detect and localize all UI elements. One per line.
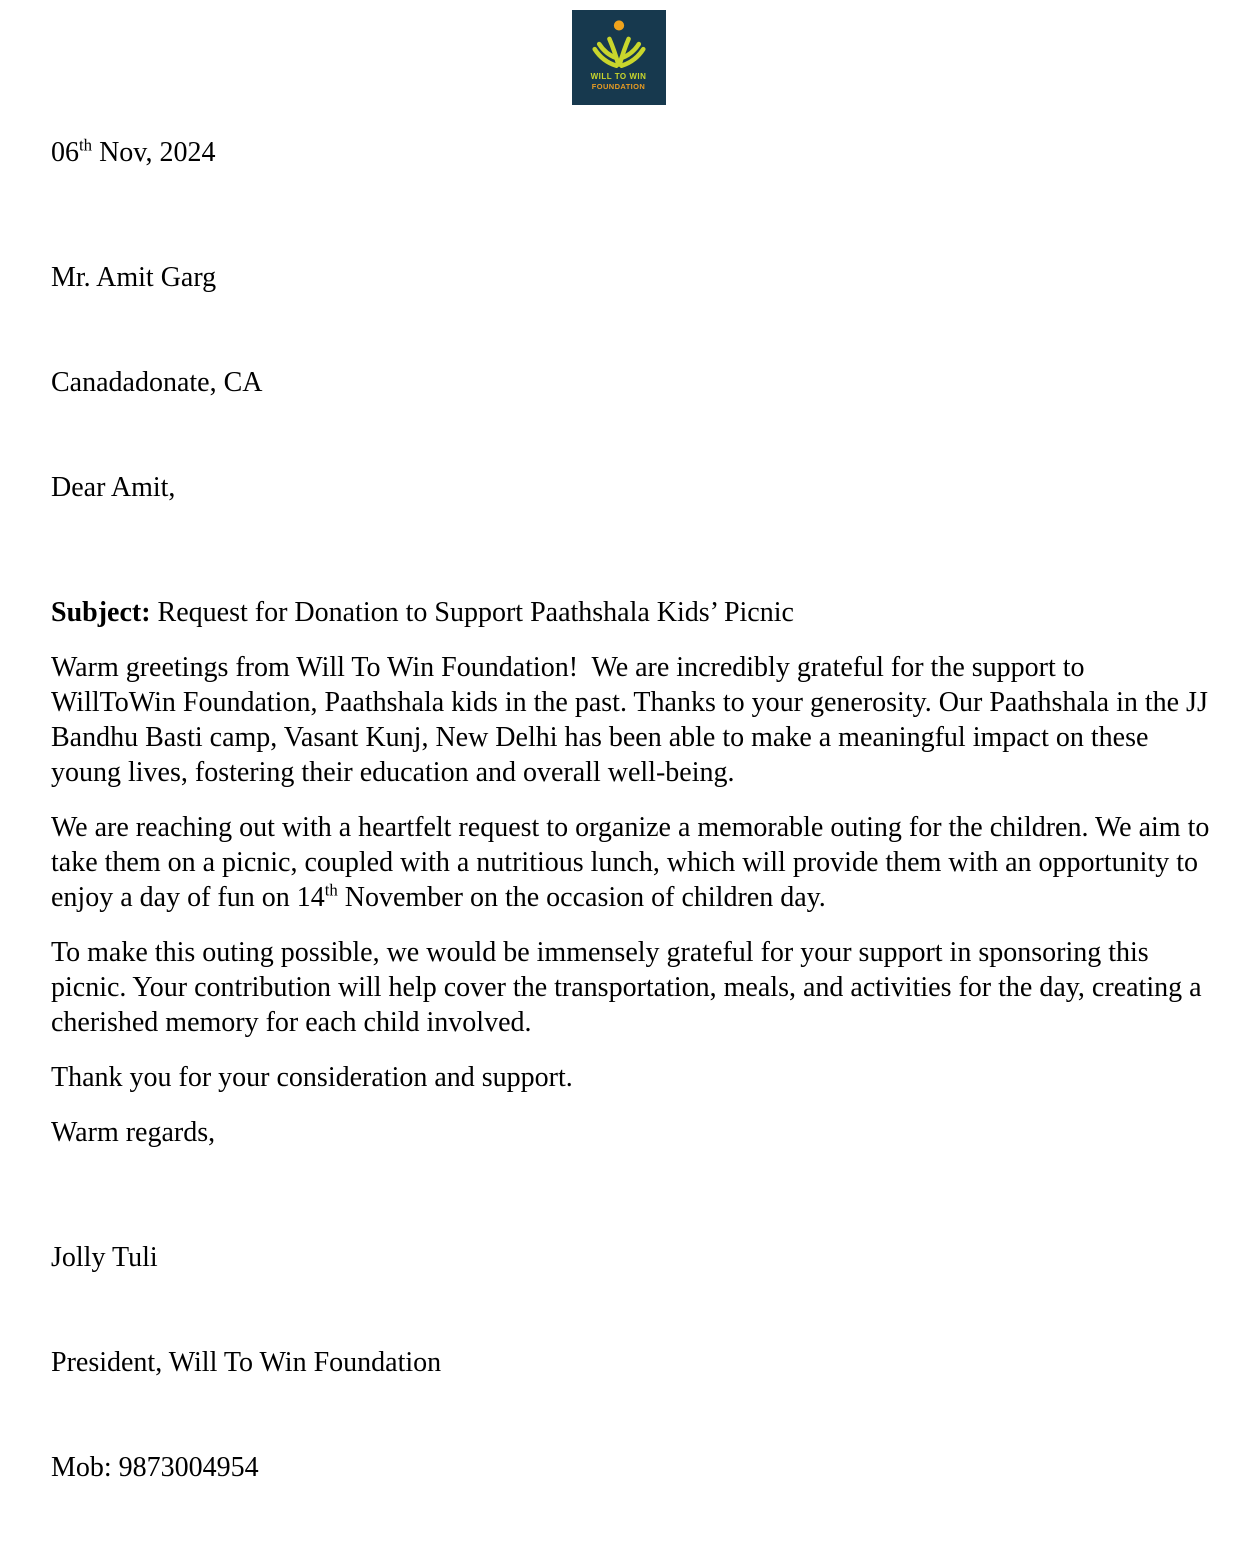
- signatory-mobile: Mob: 9873004954: [51, 1452, 259, 1483]
- date-line: [51, 135, 1215, 170]
- signature-block: [51, 1170, 1215, 1555]
- signatory-title: President, Will To Win Foundation: [51, 1347, 442, 1378]
- paragraph-request-before: We are reaching out with a heartfelt request to organize a memorable outing for the children. We aim to take them on a picnic, coupled with a nutritious lunch, which will provide them with an opportunity to enjoy a day of fun on 14: [51, 812, 1217, 913]
- recipient-location: Canadadonate, CA: [51, 367, 263, 398]
- date-day: 06: [51, 137, 79, 168]
- paragraph-request: [51, 810, 1215, 915]
- recipient-name: Mr. Amit Garg: [51, 262, 217, 293]
- recipient-block: [51, 190, 1215, 575]
- paragraph-sponsorship: To make this outing possible, we would be immensely grateful for your support in sponsoring this picnic. Your contribution will help cover the transportation, meals, and activities for the day, creating a cherished memory for each child involved.: [51, 937, 1209, 1038]
- person-wings-icon: [587, 18, 651, 70]
- salutation: Dear Amit,: [51, 472, 176, 503]
- subject-text: Request for Donation to Support Paathshala Kids’ Picnic: [150, 597, 794, 628]
- logo-container: [0, 0, 1237, 105]
- paragraph-request-after: November on the occasion of children day.: [337, 882, 826, 913]
- letter-body: [0, 135, 1237, 1555]
- date-ordinal: th: [79, 135, 93, 155]
- logo-text-foundation: FOUNDATION: [591, 82, 646, 91]
- paragraph-request-ordinal: th: [324, 880, 338, 900]
- head-dot: [613, 20, 623, 30]
- foundation-logo: [572, 10, 666, 105]
- signatory-name: Jolly Tuli: [51, 1242, 158, 1273]
- paragraph-greeting: Warm greetings from Will To Win Foundation! We are incredibly grateful for the support to WillToWin Foundation, Paathshala kids in the past. Thanks to your generosity. Our Paathshala in the JJ Bandhu Basti camp, Vasant Kunj, New Delhi has been able to make a meaningful impact on these young lives, fostering their education and overall well-being.: [51, 652, 1215, 788]
- logo-text-will-to-win: WILL TO WIN: [590, 72, 647, 81]
- date-rest: Nov, 2024: [92, 137, 216, 168]
- closing-regards: Warm regards,: [51, 1117, 216, 1148]
- subject-label: Subject:: [51, 597, 151, 628]
- subject-line: [51, 595, 1215, 630]
- thank-you-line: Thank you for your consideration and support.: [51, 1062, 573, 1093]
